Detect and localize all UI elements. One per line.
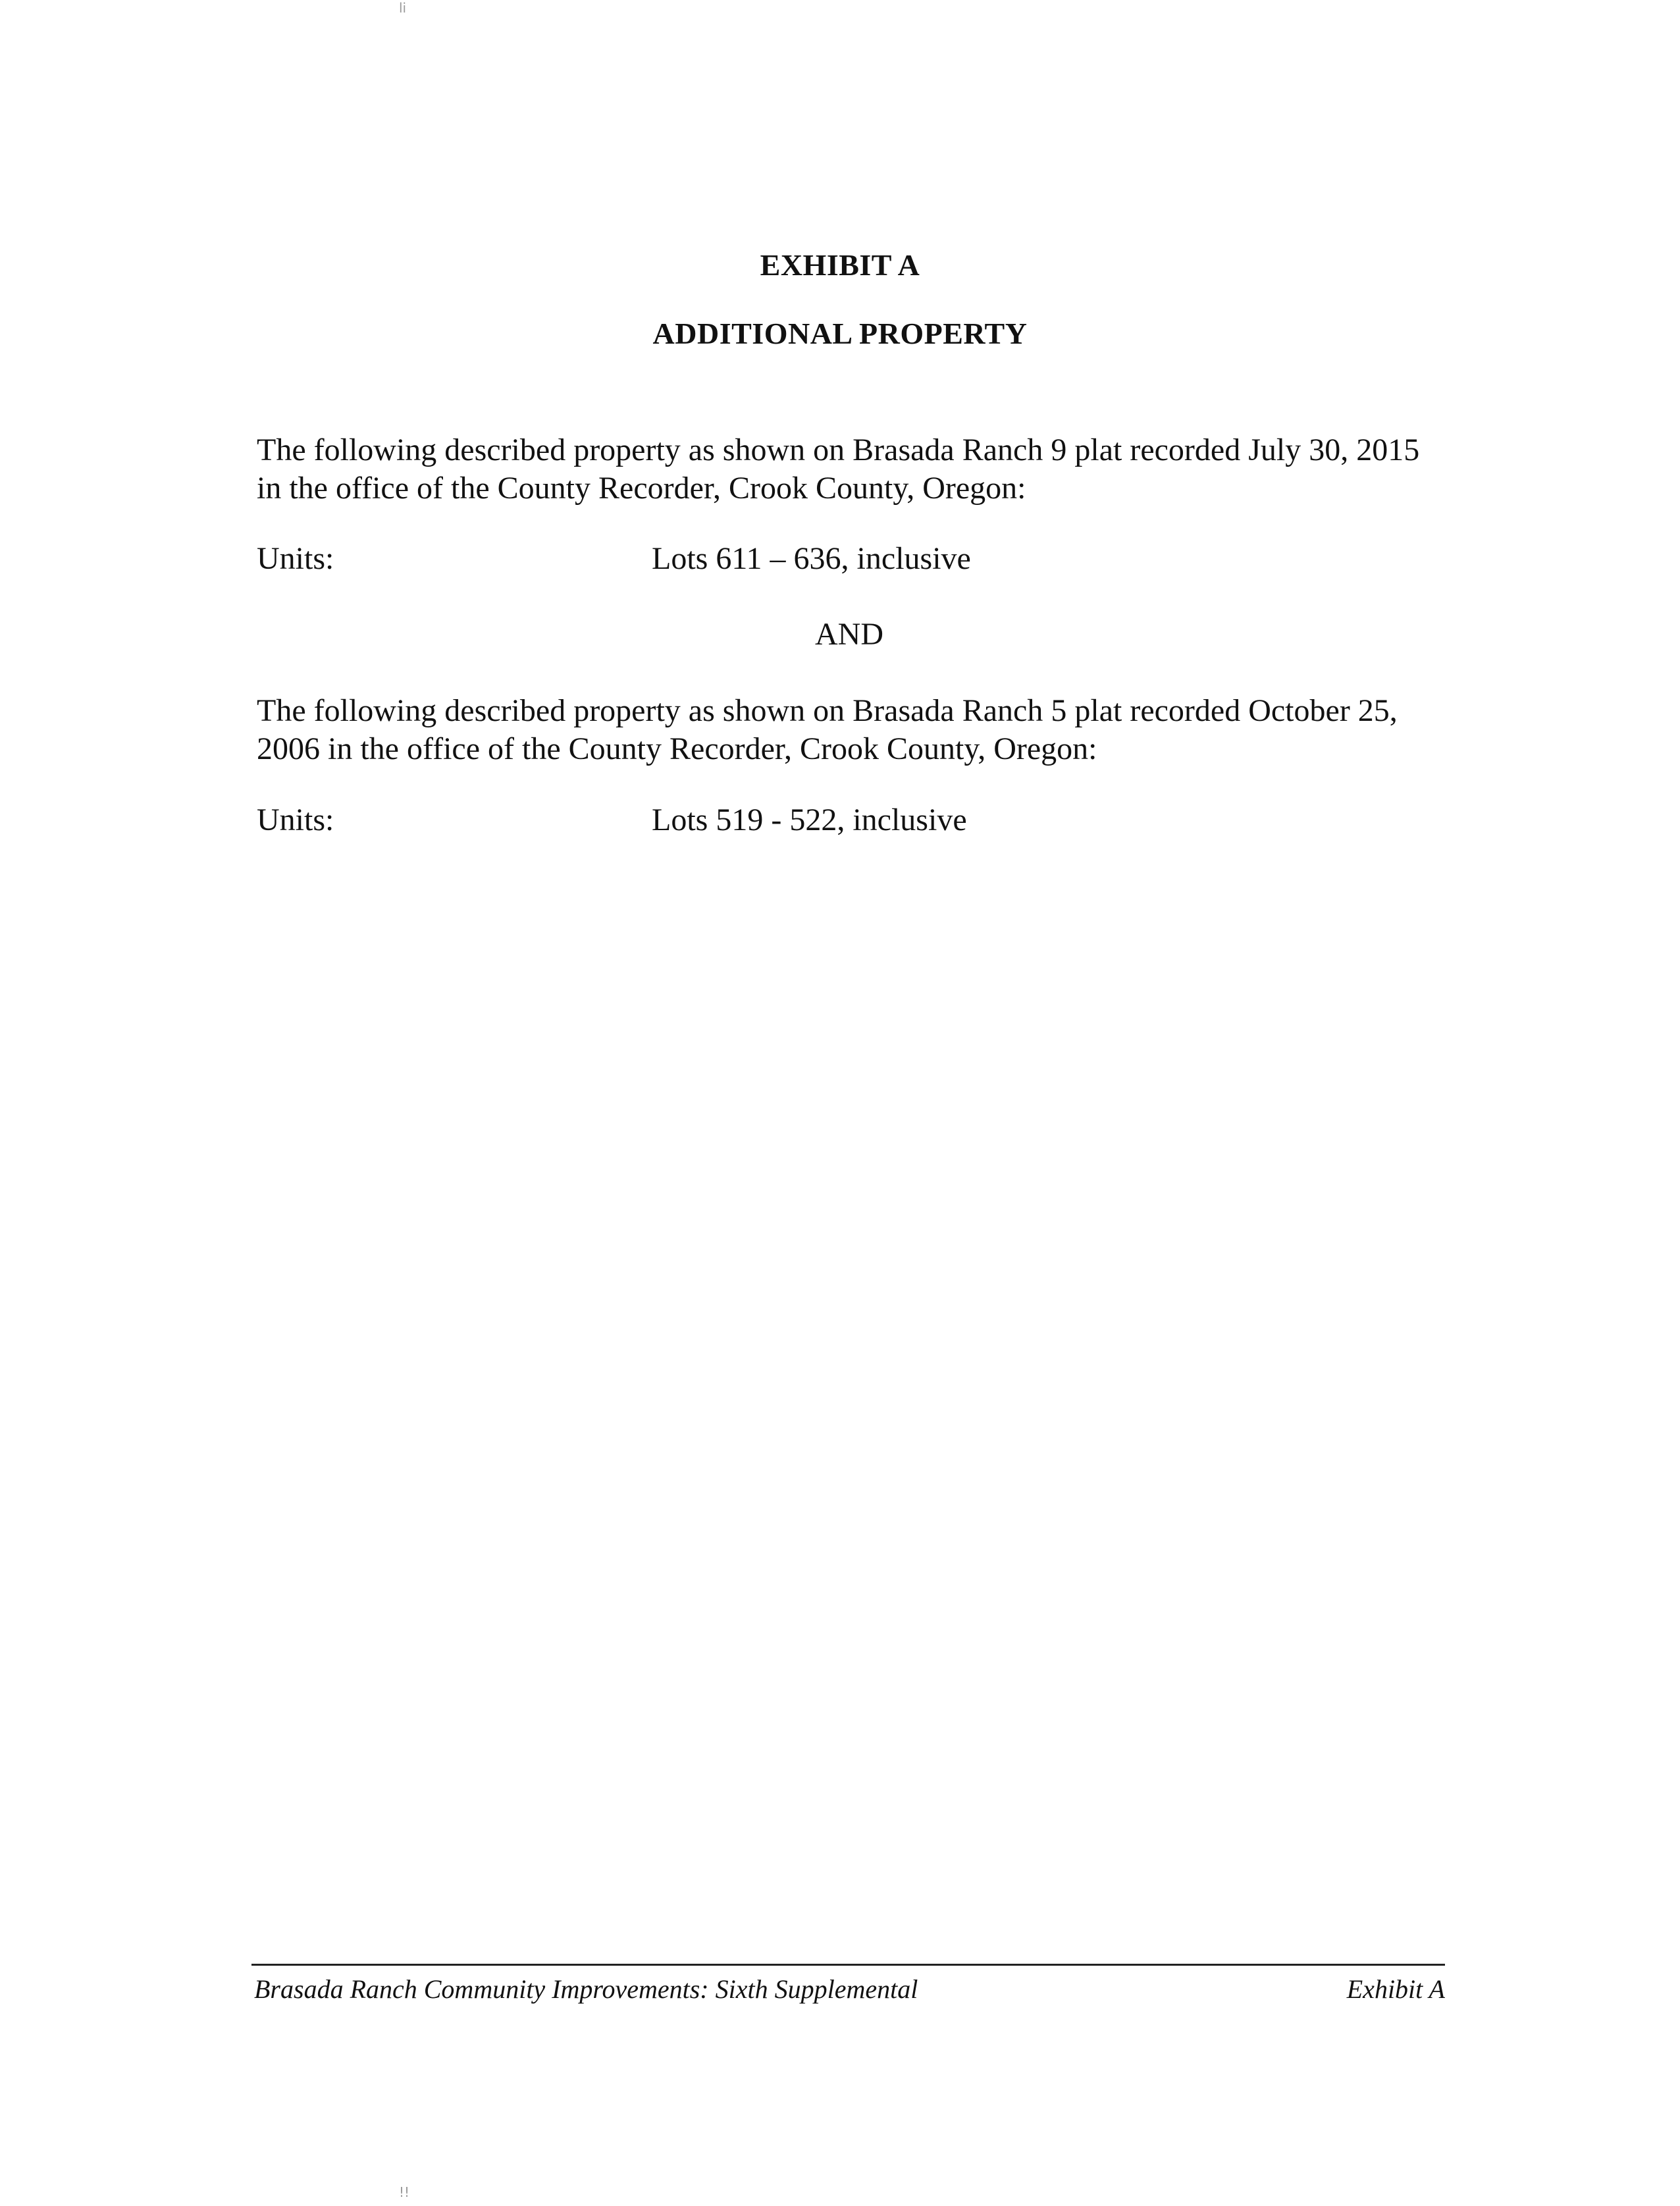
units-label: Units: — [257, 541, 334, 576]
separator-and: AND — [815, 617, 883, 652]
page-title: EXHIBIT A — [760, 248, 920, 282]
footer-document-title: Brasada Ranch Community Improvements: Sixth Supplemental — [254, 1974, 918, 2004]
footer-divider — [251, 1964, 1445, 1966]
units-value: Lots 611 – 636, inclusive — [652, 541, 971, 576]
page-subtitle: ADDITIONAL PROPERTY — [652, 317, 1028, 350]
units-label: Units: — [257, 802, 334, 837]
units-value: Lots 519 - 522, inclusive — [652, 802, 967, 837]
property-description-2: The following described property as shown on Brasada Ranch 5 plat recorded October 25, 2006 in the office of the County Recorder, Crook County, Oregon: — [257, 693, 1398, 766]
footer-exhibit-label: Exhibit A — [1346, 1974, 1445, 2004]
scan-mark-bottom: !! — [399, 2184, 410, 2200]
property-description-1: The following described property as shown on Brasada Ranch 9 plat recorded July 30, 2015 in the office of the County Recorder, Crook County, Oregon: — [257, 433, 1420, 506]
scan-mark-top: li — [399, 0, 407, 16]
